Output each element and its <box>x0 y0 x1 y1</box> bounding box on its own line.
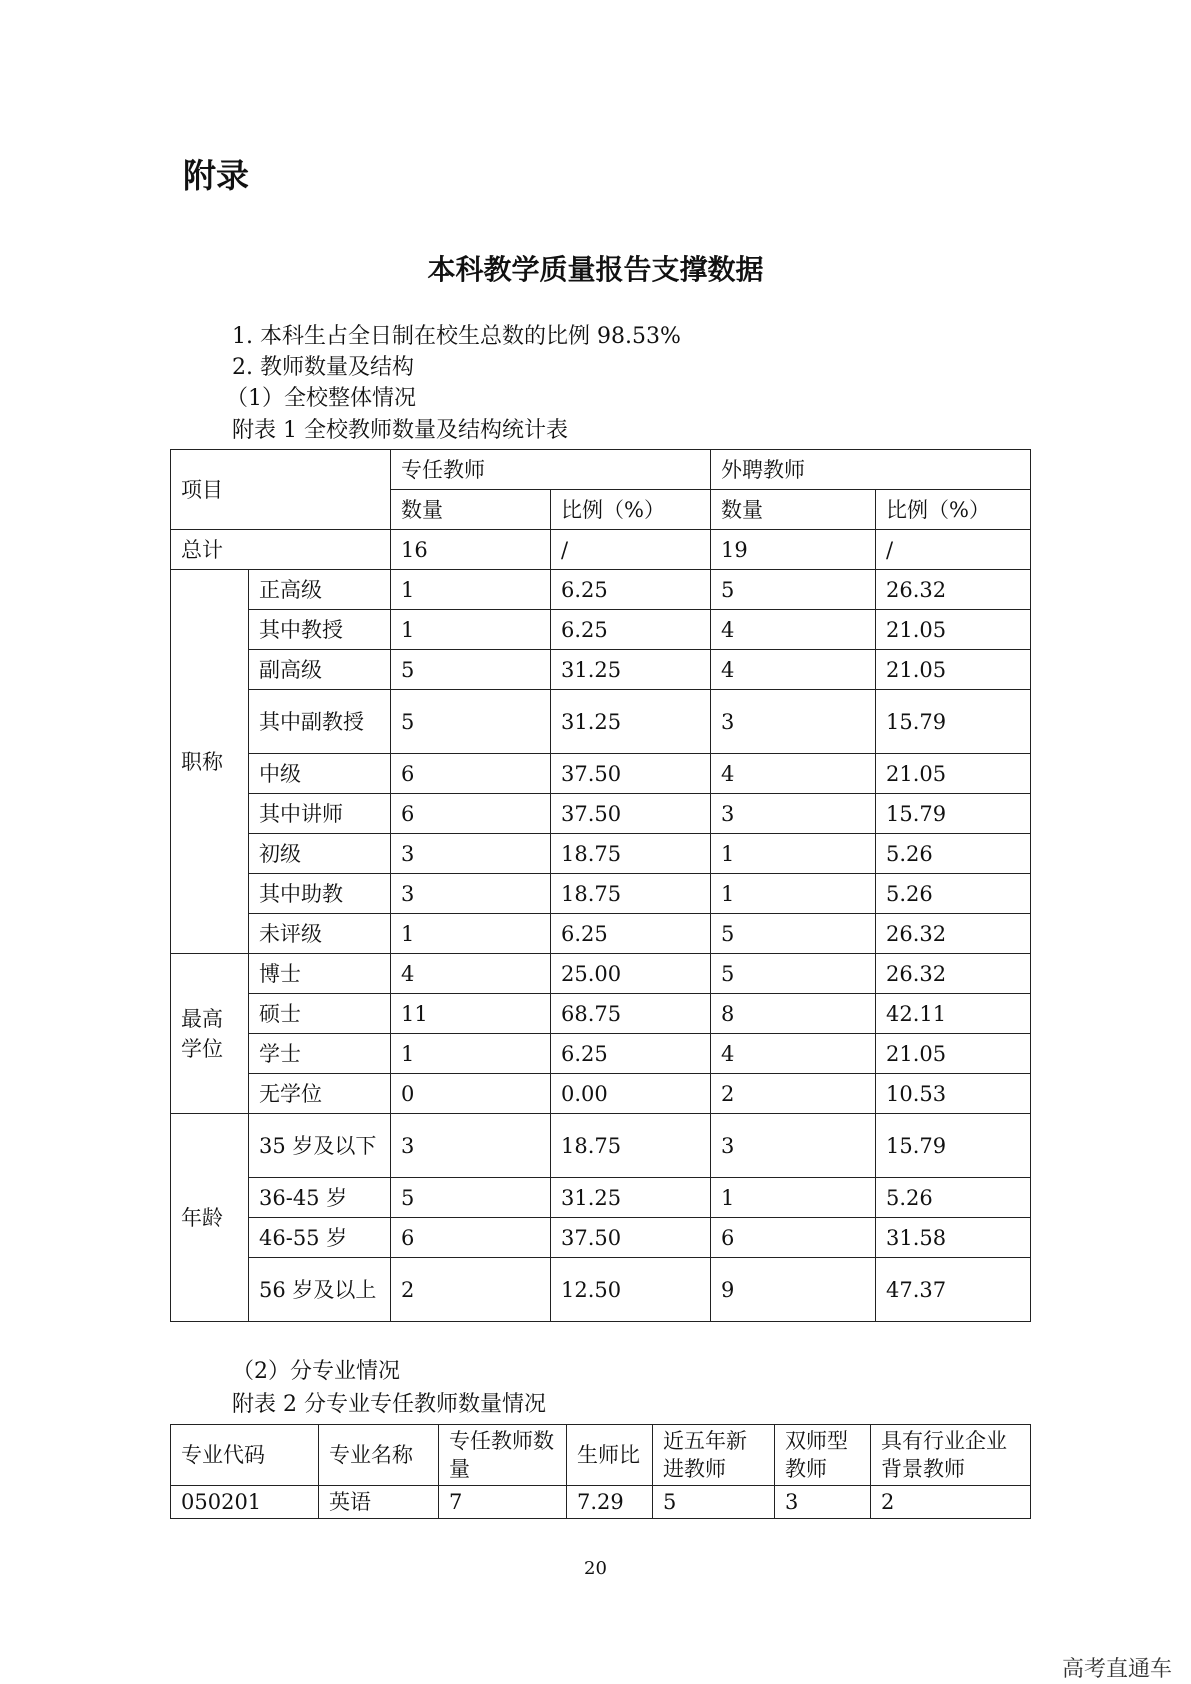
table2-cell: 7 <box>439 1486 567 1519</box>
cell-ex-ratio: 21.05 <box>876 1034 1031 1074</box>
subsection-2: （2）分专业情况 <box>232 1359 400 1384</box>
cell-ex-count: 1 <box>711 874 876 914</box>
cell-ft-ratio: 31.25 <box>551 690 711 754</box>
table2-header-cell: 双师型教师 <box>775 1425 871 1486</box>
page-number: 20 <box>584 1558 607 1579</box>
row-label: 学士 <box>249 1034 391 1074</box>
group-label: 职称 <box>171 570 249 954</box>
cell-ex-ratio: 5.26 <box>876 834 1031 874</box>
table2-cell: 2 <box>871 1486 1031 1519</box>
cell-ex-count: 5 <box>711 570 876 610</box>
cell-ft-ratio: 6.25 <box>551 610 711 650</box>
cell-ex-ratio: 10.53 <box>876 1074 1031 1114</box>
cell-ex-ratio: 21.05 <box>876 754 1031 794</box>
table2-caption: 附表 2 分专业专任教师数量情况 <box>232 1392 546 1417</box>
cell-ft-ratio: 6.25 <box>551 1034 711 1074</box>
row-label: 36-45 岁 <box>249 1178 391 1218</box>
table2-header-cell: 专业名称 <box>319 1425 439 1486</box>
table-row <box>171 794 1031 834</box>
table2-header-cell: 专任教师数量 <box>439 1425 567 1486</box>
table-row <box>171 1178 1031 1218</box>
table-row <box>171 994 1031 1034</box>
cell-ex-count: 8 <box>711 994 876 1034</box>
cell-ex-count: 2 <box>711 1074 876 1114</box>
cell-ex-ratio: 5.26 <box>876 874 1031 914</box>
cell-ft-count: 6 <box>391 794 551 834</box>
table2-cell: 7.29 <box>567 1486 653 1519</box>
table-row <box>171 834 1031 874</box>
row-label: 其中助教 <box>249 874 391 914</box>
cell-ex-ratio: 21.05 <box>876 650 1031 690</box>
total-ft_ratio: / <box>551 530 711 570</box>
cell-ex-ratio: 26.32 <box>876 570 1031 610</box>
row-label: 35 岁及以下 <box>249 1114 391 1178</box>
total-label: 总计 <box>171 530 391 570</box>
cell-ft-ratio: 18.75 <box>551 834 711 874</box>
table2-cell: 英语 <box>319 1486 439 1519</box>
appendix-heading: 附录 <box>183 156 249 195</box>
table2-header-cell: 具有行业企业背景教师 <box>871 1425 1031 1486</box>
cell-ex-ratio: 31.58 <box>876 1218 1031 1258</box>
cell-ft-count: 1 <box>391 570 551 610</box>
cell-ft-count: 0 <box>391 1074 551 1114</box>
cell-ft-ratio: 31.25 <box>551 650 711 690</box>
cell-ex-count: 4 <box>711 1034 876 1074</box>
header-count-fulltime: 数量 <box>391 490 551 530</box>
table-row <box>171 650 1031 690</box>
table-row <box>171 914 1031 954</box>
teacher-structure-table <box>170 449 1031 1322</box>
table-row <box>171 610 1031 650</box>
cell-ft-ratio: 18.75 <box>551 874 711 914</box>
cell-ex-count: 4 <box>711 650 876 690</box>
cell-ft-count: 3 <box>391 874 551 914</box>
cell-ex-ratio: 26.32 <box>876 914 1031 954</box>
cell-ft-count: 4 <box>391 954 551 994</box>
cell-ex-ratio: 15.79 <box>876 690 1031 754</box>
cell-ex-ratio: 5.26 <box>876 1178 1031 1218</box>
cell-ex-count: 4 <box>711 754 876 794</box>
cell-ft-count: 3 <box>391 1114 551 1178</box>
row-label: 其中教授 <box>249 610 391 650</box>
table-row <box>171 1034 1031 1074</box>
row-label: 56 岁及以上 <box>249 1258 391 1322</box>
row-label: 未评级 <box>249 914 391 954</box>
table-row <box>171 874 1031 914</box>
cell-ft-ratio: 12.50 <box>551 1258 711 1322</box>
total-ex_ratio: / <box>876 530 1031 570</box>
row-label: 初级 <box>249 834 391 874</box>
header-ratio-external: 比例（%） <box>876 490 1031 530</box>
row-label: 博士 <box>249 954 391 994</box>
table-row <box>171 690 1031 754</box>
cell-ft-count: 3 <box>391 834 551 874</box>
cell-ex-count: 3 <box>711 1114 876 1178</box>
total-ft_count: 16 <box>391 530 551 570</box>
cell-ft-count: 1 <box>391 914 551 954</box>
cell-ex-ratio: 15.79 <box>876 1114 1031 1178</box>
cell-ex-count: 5 <box>711 954 876 994</box>
item-1-undergrad-ratio: 1. 本科生占全日制在校生总数的比例 98.53% <box>232 324 681 349</box>
table-row <box>171 530 1031 570</box>
cell-ex-ratio: 15.79 <box>876 794 1031 834</box>
cell-ex-count: 5 <box>711 914 876 954</box>
table2-header-cell: 近五年新进教师 <box>653 1425 775 1486</box>
cell-ft-count: 5 <box>391 650 551 690</box>
row-label: 其中副教授 <box>249 690 391 754</box>
table2-cell: 3 <box>775 1486 871 1519</box>
cell-ft-count: 1 <box>391 1034 551 1074</box>
header-ratio-fulltime: 比例（%） <box>551 490 711 530</box>
table-row <box>171 954 1031 994</box>
row-label: 副高级 <box>249 650 391 690</box>
table-row <box>171 1486 1031 1519</box>
row-label: 46-55 岁 <box>249 1218 391 1258</box>
table2-header-cell: 生师比 <box>567 1425 653 1486</box>
table2-cell: 050201 <box>171 1486 319 1519</box>
cell-ft-ratio: 37.50 <box>551 794 711 834</box>
group-label: 最高学位 <box>171 954 249 1114</box>
cell-ft-count: 2 <box>391 1258 551 1322</box>
cell-ex-count: 1 <box>711 834 876 874</box>
table-row <box>171 1074 1031 1114</box>
cell-ft-ratio: 0.00 <box>551 1074 711 1114</box>
header-item: 项目 <box>171 450 391 530</box>
cell-ft-count: 5 <box>391 1178 551 1218</box>
cell-ft-count: 5 <box>391 690 551 754</box>
row-label: 中级 <box>249 754 391 794</box>
cell-ex-count: 3 <box>711 690 876 754</box>
cell-ex-ratio: 47.37 <box>876 1258 1031 1322</box>
cell-ft-ratio: 37.50 <box>551 1218 711 1258</box>
cell-ft-count: 11 <box>391 994 551 1034</box>
header-external: 外聘教师 <box>711 450 1031 490</box>
cell-ft-ratio: 6.25 <box>551 570 711 610</box>
table-row <box>171 1258 1031 1322</box>
table1-header-row <box>171 450 1031 490</box>
row-label: 无学位 <box>249 1074 391 1114</box>
cell-ft-count: 6 <box>391 754 551 794</box>
cell-ex-count: 6 <box>711 1218 876 1258</box>
subsection-1: （1）全校整体情况 <box>226 386 416 411</box>
total-ex_count: 19 <box>711 530 876 570</box>
group-label: 年龄 <box>171 1114 249 1322</box>
header-count-external: 数量 <box>711 490 876 530</box>
table2-header-row <box>171 1425 1031 1486</box>
cell-ft-ratio: 6.25 <box>551 914 711 954</box>
cell-ft-ratio: 68.75 <box>551 994 711 1034</box>
table-row <box>171 1114 1031 1178</box>
cell-ft-count: 6 <box>391 1218 551 1258</box>
table2-header-cell: 专业代码 <box>171 1425 319 1486</box>
cell-ft-count: 1 <box>391 610 551 650</box>
cell-ft-ratio: 31.25 <box>551 1178 711 1218</box>
table-row <box>171 1218 1031 1258</box>
cell-ex-count: 1 <box>711 1178 876 1218</box>
report-title: 本科教学质量报告支撑数据 <box>427 253 764 286</box>
major-teacher-table <box>170 1424 1031 1519</box>
row-label: 硕士 <box>249 994 391 1034</box>
cell-ex-ratio: 42.11 <box>876 994 1031 1034</box>
table-row <box>171 754 1031 794</box>
cell-ex-count: 9 <box>711 1258 876 1322</box>
watermark: 高考直通车 <box>1062 1657 1173 1682</box>
cell-ex-count: 4 <box>711 610 876 650</box>
cell-ex-count: 3 <box>711 794 876 834</box>
table-row <box>171 570 1031 610</box>
cell-ft-ratio: 18.75 <box>551 1114 711 1178</box>
cell-ft-ratio: 25.00 <box>551 954 711 994</box>
row-label: 其中讲师 <box>249 794 391 834</box>
table1-caption: 附表 1 全校教师数量及结构统计表 <box>232 418 568 443</box>
item-2-teacher-structure: 2. 教师数量及结构 <box>232 355 414 380</box>
cell-ex-ratio: 26.32 <box>876 954 1031 994</box>
header-fulltime: 专任教师 <box>391 450 711 490</box>
cell-ft-ratio: 37.50 <box>551 754 711 794</box>
row-label: 正高级 <box>249 570 391 610</box>
table2-cell: 5 <box>653 1486 775 1519</box>
cell-ex-ratio: 21.05 <box>876 610 1031 650</box>
